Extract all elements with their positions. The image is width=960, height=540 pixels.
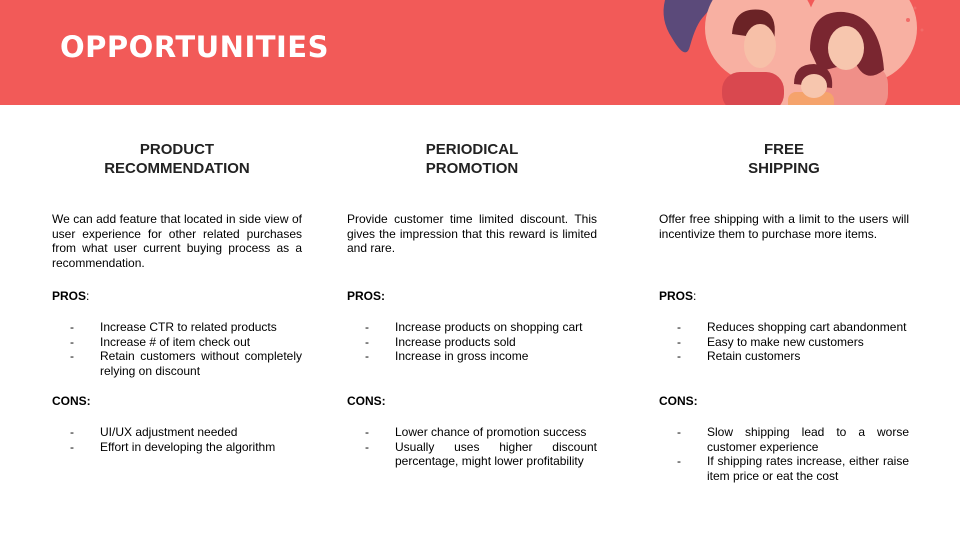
cons-label: CONS: [659,394,698,408]
column-description: We can add feature that located in side view of user experience for other related purchases from what user current buying process as a recommendation. [52,212,302,270]
column-periodical-promotion [347,140,597,469]
column-title: FREE SHIPPING [748,141,820,177]
list-item: - Retain customers [659,349,909,364]
confetti-dot [914,7,917,10]
pros-list [347,320,597,378]
confetti-dot [906,18,910,22]
list-item: - Increase products on shopping cart [347,320,597,335]
list-item: - Slow shipping lead to a worse customer experience [659,425,909,454]
cons-list [659,425,909,483]
mother-face [828,26,864,70]
column-free-shipping [659,140,909,483]
pros-label: PROS: [347,289,386,303]
list-item: - Increase # of item check out [52,335,302,350]
list-item: - Reduces shopping cart abandonment [659,320,909,335]
list-item: - Retain customers without completely relying on discount [52,349,302,378]
father-body [722,72,784,105]
column-description: Offer free shipping with a limit to the users will incentivize them to purchase more items. [659,212,909,241]
pros-label: PROS: [52,289,90,303]
family-illustration [660,0,960,105]
father-face [744,24,776,68]
column-description: Provide customer time limited discount. This gives the impression that this reward is limited and rare. [347,212,597,255]
cons-list [347,425,597,469]
page-title: OPPORTUNITIES [60,30,330,64]
column-title: PERIODICAL PROMOTION [425,141,519,177]
cons-label: CONS: [347,394,386,408]
cons-label: CONS: [52,394,91,408]
pros-list [52,320,302,378]
list-item: - Effort in developing the algorithm [52,440,302,455]
cons-list [52,425,302,454]
column-product-recommendation [52,140,302,454]
list-item: - If shipping rates increase, either raise item price or eat the cost [659,454,909,483]
pros-label: PROS: [659,289,697,303]
column-title: PRODUCT RECOMMENDATION [104,141,250,177]
list-item: - Increase CTR to related products [52,320,302,335]
list-item: - Increase in gross income [347,349,597,364]
list-item: - Lower chance of promotion success [347,425,597,440]
pros-list [659,320,909,378]
list-item: - UI/UX adjustment needed [52,425,302,440]
list-item: - Easy to make new customers [659,335,909,350]
child-face [801,74,827,98]
confetti-dot [921,29,924,32]
list-item: - Increase products sold [347,335,597,350]
list-item: - Usually uses higher discount percentage, might lower profitability [347,440,597,469]
header-banner [0,0,960,105]
